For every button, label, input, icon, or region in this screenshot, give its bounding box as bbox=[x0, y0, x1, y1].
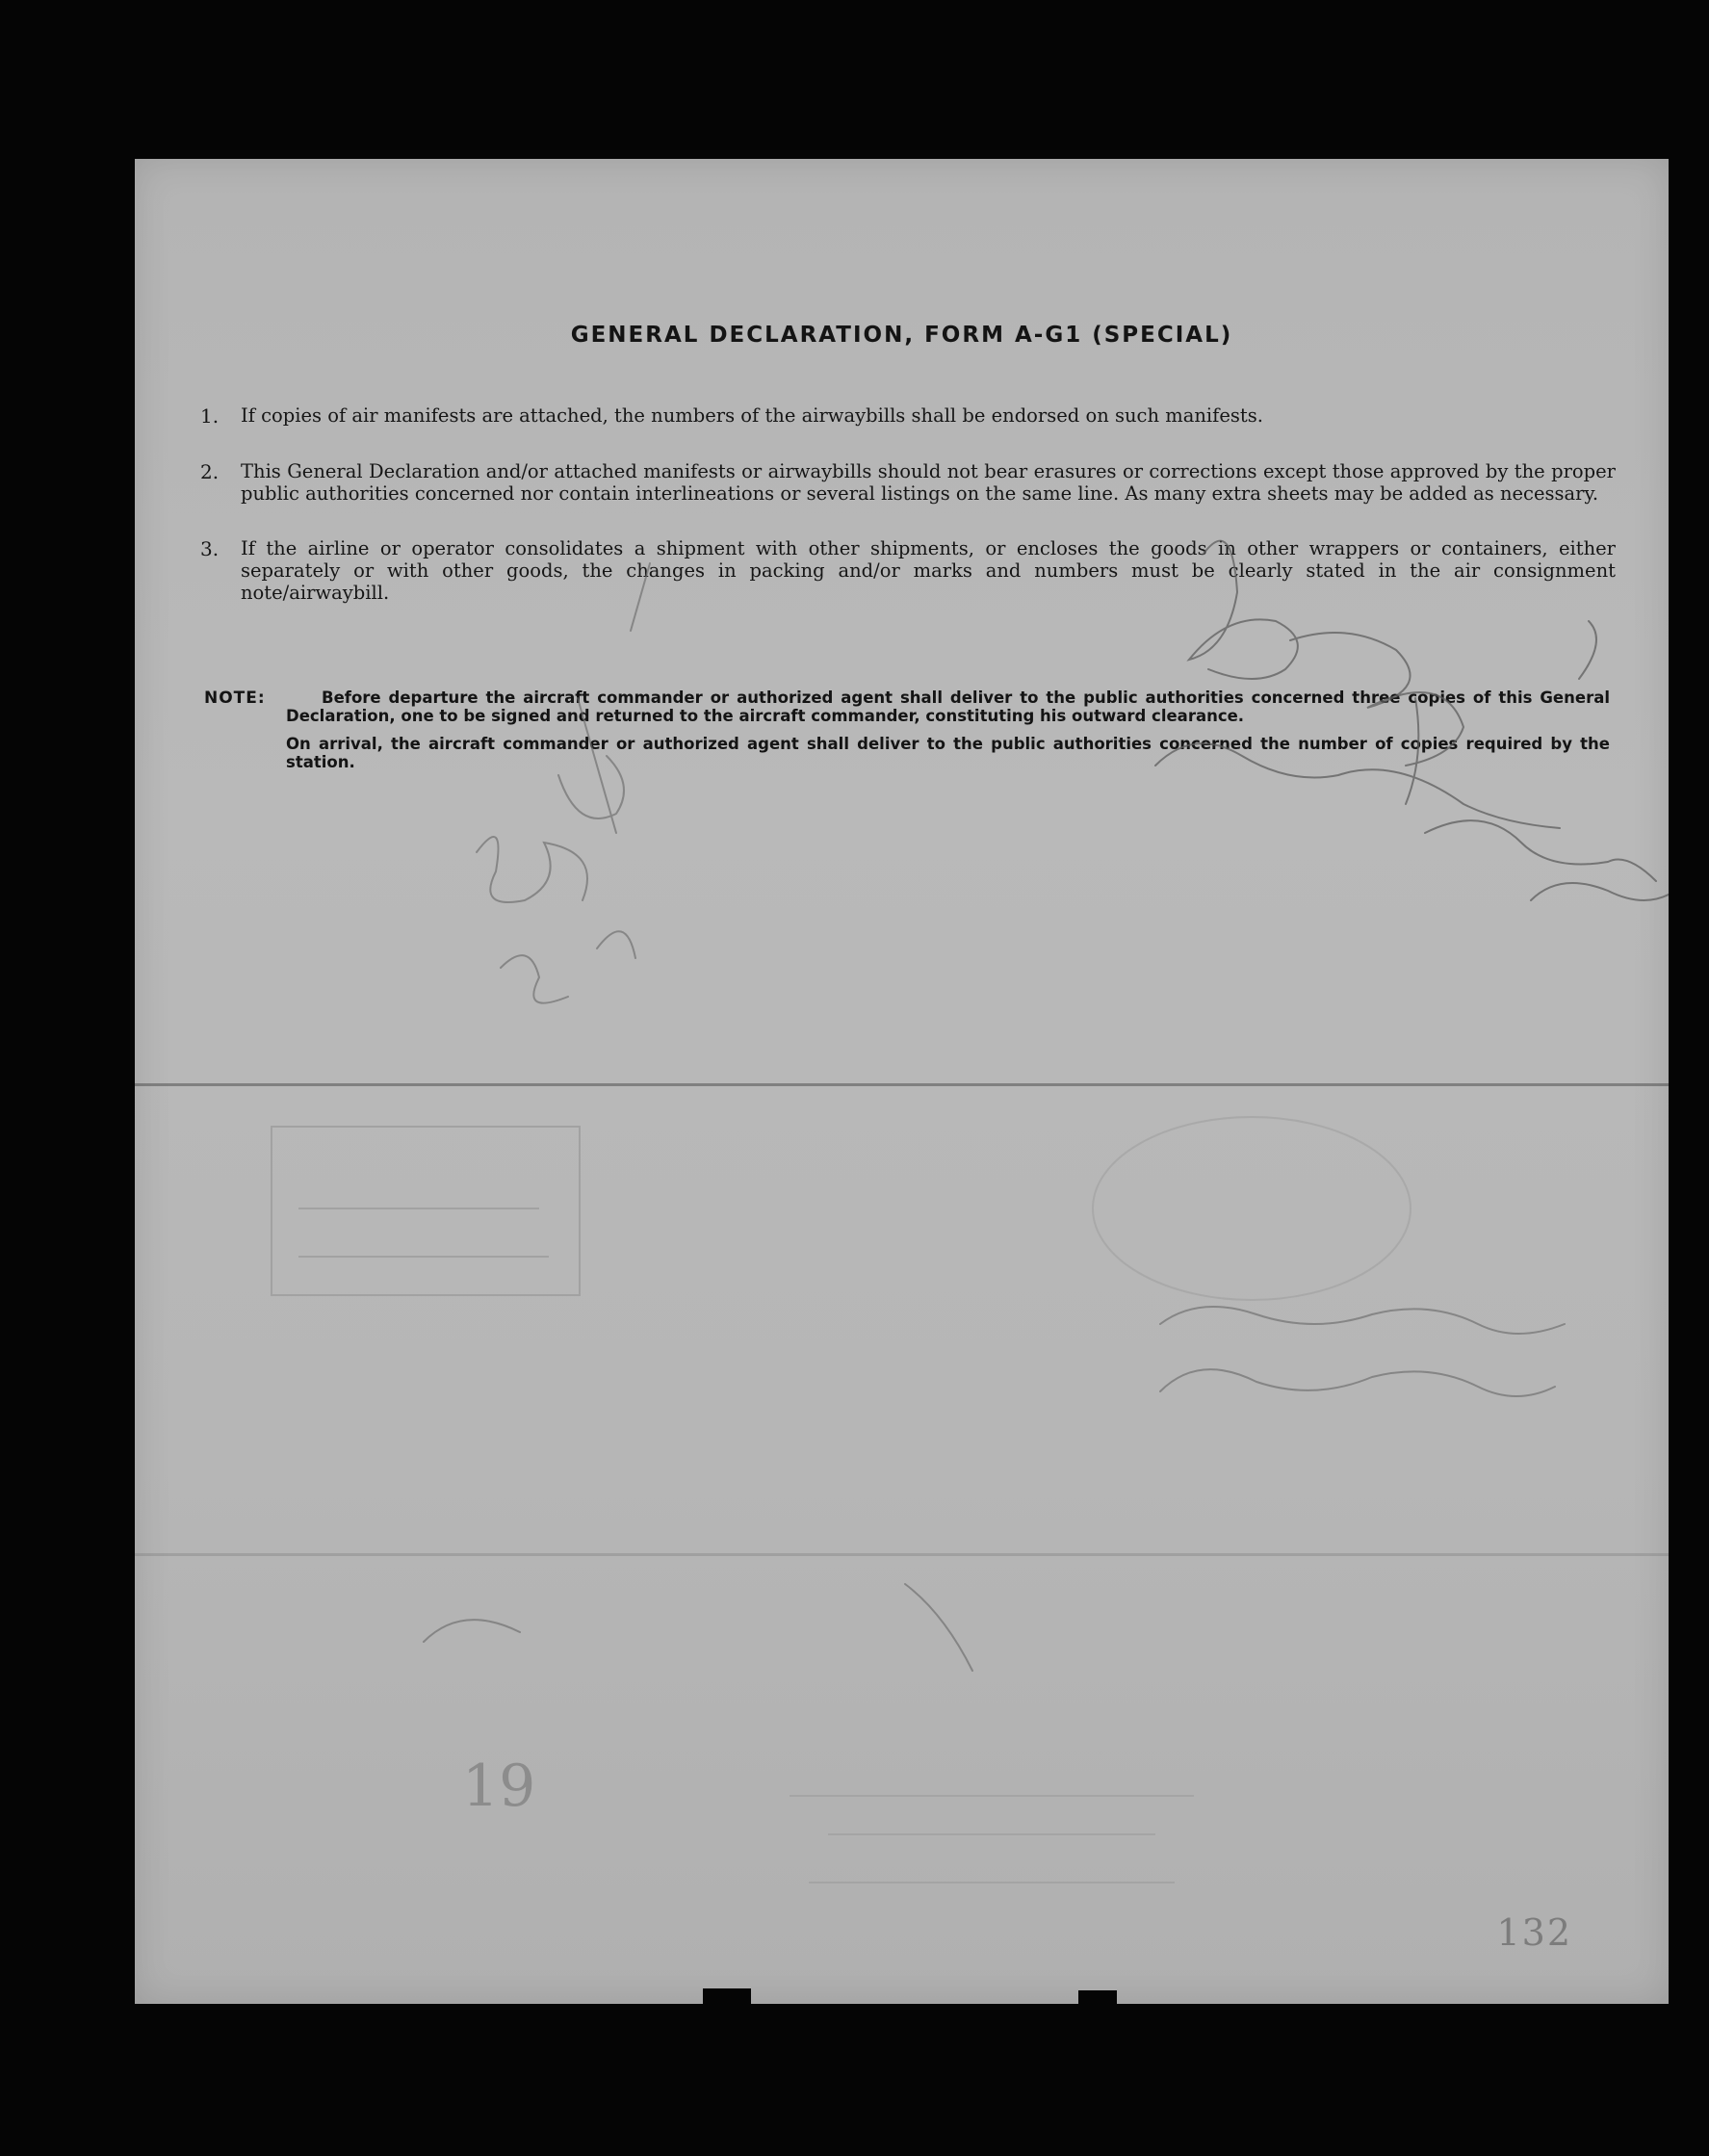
item-number: 1. bbox=[200, 404, 220, 428]
note-paragraph: Before departure the aircraft commander or authorized agent shall deliver to the public authorities concerned three copies of this General Declaration, one to be signed and returned to the aircraft commander, constituting his outward clearance. bbox=[286, 688, 1610, 725]
note-paragraph: On arrival, the aircraft commander or authorized agent shall deliver to the public authorities concerned the number of copies required by the station. bbox=[286, 735, 1610, 771]
faded-stamp-lines bbox=[790, 1796, 1194, 1883]
pencil-scribble bbox=[424, 563, 1565, 1671]
item-number: 2. bbox=[200, 460, 220, 483]
form-title: GENERAL DECLARATION, FORM A-G1 (SPECIAL) bbox=[570, 323, 1233, 348]
handwriting-and-stamps bbox=[135, 159, 1669, 2004]
document-page bbox=[135, 159, 1669, 2004]
handwritten-number: 19 bbox=[462, 1753, 536, 1820]
torn-edge bbox=[703, 1988, 751, 2004]
torn-edge bbox=[1078, 1990, 1117, 2004]
item-text: If copies of air manifests are attached, the numbers of the airwaybills shall be endorsed on such manifests. bbox=[241, 404, 1263, 427]
note-label: NOTE: bbox=[204, 688, 266, 708]
item-number: 3. bbox=[200, 537, 220, 560]
bleed-through-stamp bbox=[272, 1117, 1411, 1300]
page-number: 132 bbox=[1496, 1911, 1572, 1954]
item-text: This General Declaration and/or attached manifests or airwaybills should not bear erasures or corrections except those approved by the proper public authorities concerned nor contain interlineations or several listings on the same line. As many extra sheets may be added as necessary. bbox=[241, 460, 1616, 505]
signature-scribble bbox=[1155, 541, 1669, 900]
item-text: If the airline or operator consolidates a shipment with other shipments, or encloses the goods in other wrappers or containers, either separately or with other goods, the changes in packing and/or marks and numbers must be clearly stated in the air consignment note/airwaybill. bbox=[241, 537, 1616, 604]
